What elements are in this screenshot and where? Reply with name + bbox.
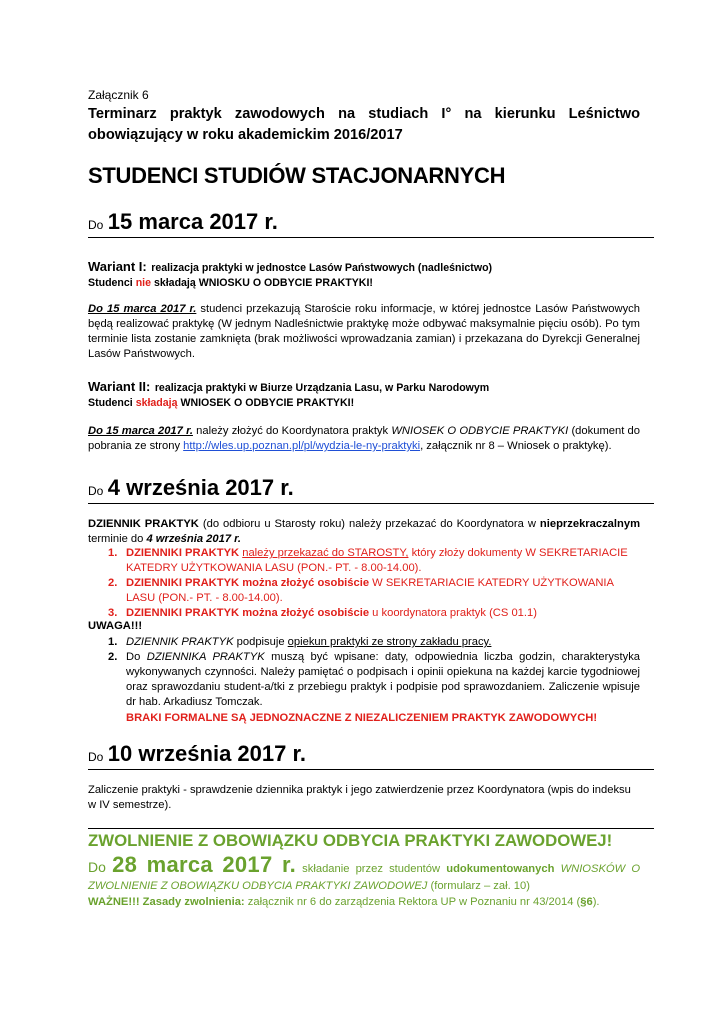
list-item — [108, 650, 640, 710]
list-item — [108, 546, 640, 576]
exemption-text-a: składanie przez studentów — [302, 863, 441, 875]
variant-note-a: Studenci — [88, 397, 133, 409]
variant-2-body — [88, 424, 640, 454]
document-title: Terminarz praktyk zawodowych na studiach I° na kierunku Leśnictwo obowiązujący w roku akademickim 2016/2017 — [88, 106, 640, 143]
step-text: u koordynatora praktyk (CS 01.1) — [372, 607, 537, 619]
step-bold: DZIENNIKI PRAKTYK można złożyć osobiście — [126, 577, 370, 589]
variant-2-date: Do 15 marca 2017 r. — [88, 425, 193, 437]
variant-2-text-c: , załącznik nr 8 – Wniosek o praktykę). — [420, 440, 612, 452]
list-number: 2. — [108, 651, 118, 663]
praktyki-link[interactable]: http://wles.up.poznan.pl/pl/wydzia-le-ny-praktyki — [183, 440, 421, 452]
diary-lead-text2: terminie do — [88, 533, 144, 545]
variant-1-date: Do 15 marca 2017 r. — [88, 303, 197, 315]
list-item — [108, 635, 640, 650]
variant-note-pos: składają — [135, 397, 178, 409]
variant-2-form-name: WNIOSEK O ODBYCIE PRAKTYKI — [391, 425, 569, 437]
diary-lead-bold2: nieprzekraczalnym — [539, 518, 641, 530]
exemption-text-b: (formularz – zał. 10) — [430, 880, 530, 892]
wazne-ref: §6 — [580, 896, 593, 908]
deadline-heading-1 — [88, 209, 654, 238]
diary-lead-bold: DZIENNIK PRAKTYK — [88, 518, 199, 530]
deadline-prefix: Do — [88, 218, 104, 232]
variant-1-heading — [88, 258, 640, 291]
deadline-prefix: Do — [88, 484, 104, 498]
variant-note-neg: nie — [135, 277, 151, 289]
note-italic: DZIENNIK PRAKTYK — [126, 636, 234, 648]
diary-intro — [88, 517, 640, 547]
zaliczenie-text: Zaliczenie praktyki - sprawdzenie dziennika praktyk i jego zatwierdzenie przez Koordynatora (wpis do indeksu w IV semestrze). — [88, 784, 631, 811]
formal-warning: BRAKI FORMALNE SĄ JEDNOZNACZNE Z NIEZALICZENIEM PRAKTYK ZAWODOWYCH! — [126, 712, 598, 724]
variant-2-heading — [88, 378, 640, 411]
deadline-prefix: Do — [88, 750, 104, 764]
diary-lead-text: (do odbioru u Starosty roku) należy przekazać do Koordynatora w — [202, 518, 536, 530]
variant-note-b: składają WNIOSKU O ODBYCIE PRAKTYKI! — [153, 277, 373, 289]
variant-note-a: Studenci — [88, 277, 133, 289]
list-number: 3. — [108, 607, 118, 619]
section-heading: STUDENCI STUDIÓW STACJONARNYCH — [88, 163, 506, 188]
step-bold: DZIENNIKI PRAKTYK — [126, 547, 240, 559]
notes-list — [108, 635, 640, 726]
list-item — [108, 606, 640, 621]
exemption-date: 28 marca 2017 r. — [112, 852, 297, 877]
list-number: 1. — [108, 636, 118, 648]
step-bold: DZIENNIKI PRAKTYK można złożyć osobiście — [126, 607, 370, 619]
uwaga-label: UWAGA!!! — [88, 620, 143, 632]
diary-lead-date: 4 września 2017 r. — [146, 533, 241, 545]
deadline-date: 10 września 2017 r. — [107, 741, 306, 766]
variant-1-text: studenci przekazują Staroście roku informacje, w której jednostce Lasów Państwowych będą realizować praktykę (W jednym Nadleśnictwie praktykę może odbywać maksymalnie pięciu osób). Po tym terminie lista zostanie zamknięta (brak możliwości wprowadzania zamian) i przekazana do Dyrekcji Generalnej Lasów Państwowych. — [88, 303, 641, 360]
note-text: podpisuje — [236, 636, 285, 648]
list-number: 2. — [108, 577, 118, 589]
variant-label: Wariant II: — [88, 379, 151, 394]
note-text-b: muszą być wpisane: daty, odpowiednia liczba godzin, charakterystyka wykonywanych czynności. Należy pamiętać o podpisach i opinii opiekuna na każdej karcie tygodniowej oraz sprawozdaniu student-a/tki z przebiegu praktyk i podpisie pod sprawozdaniem. Zaliczenie wpisuje dr hab. Arkadiusz Tomczak. — [126, 651, 641, 708]
exemption-body — [88, 852, 641, 910]
note-underline: opiekun praktyki ze strony zakładu pracy. — [287, 636, 492, 648]
wazne-end: ). — [592, 896, 600, 908]
note-text-a: Do — [126, 651, 141, 663]
exemption-prefix: Do — [88, 859, 106, 875]
deadline-heading-3 — [88, 741, 654, 770]
variant-title: realizacja praktyki w Biurze Urządzania Lasu, w Parku Narodowym — [154, 382, 490, 394]
step-text: który złoży dokumenty W SEKRETARIACIE KATEDRY UŻYTKOWANIA LASU (PON.- PT. - 8.00-14.00). — [126, 547, 628, 574]
variant-label: Wariant I: — [88, 259, 147, 274]
variant-title: realizacja praktyki w jednostce Lasów Państwowych (nadleśnictwo) — [151, 262, 493, 274]
exemption-bold: udokumentowanych — [446, 863, 555, 875]
exemption-italic: WNIOSKÓW O ZWOLNIENIE Z OBOWIĄZKU ODBYCIA PRAKTYKI ZAWODOWEJ — [88, 863, 641, 892]
deadline-date: 4 września 2017 r. — [107, 475, 294, 500]
diary-steps-list — [108, 546, 640, 621]
exemption-title: ZWOLNIENIE Z OBOWIĄZKU ODBYCIA PRAKTYKI ZAWODOWEJ! — [88, 828, 654, 851]
variant-1-body — [88, 302, 640, 362]
deadline-date: 15 marca 2017 r. — [107, 209, 278, 234]
step-text: W SEKRETARIACIE KATEDRY UŻYTKOWANIA LASU (PON.- PT. - 8.00-14.00). — [126, 577, 614, 604]
deadline-heading-2 — [88, 475, 654, 504]
list-number: 1. — [108, 547, 118, 559]
attachment-label: Załącznik 6 — [88, 88, 149, 102]
variant-2-text-a: należy złożyć do Koordynatora praktyk — [196, 425, 389, 437]
variant-2-text-b: (dokument do pobrania ze strony — [88, 425, 640, 452]
wazne-label: WAŻNE!!! Zasady zwolnienia: — [88, 896, 245, 908]
wazne-text: załącznik nr 6 do zarządzenia Rektora UP w Poznaniu nr 43/2014 ( — [247, 896, 581, 908]
list-item — [108, 576, 640, 606]
variant-note-b: WNIOSEK O ODBYCIE PRAKTYKI! — [180, 397, 355, 409]
note-italic: DZIENNIKA PRAKTYK — [146, 651, 265, 663]
step-underline: należy przekazać do STAROSTY, — [242, 547, 409, 559]
